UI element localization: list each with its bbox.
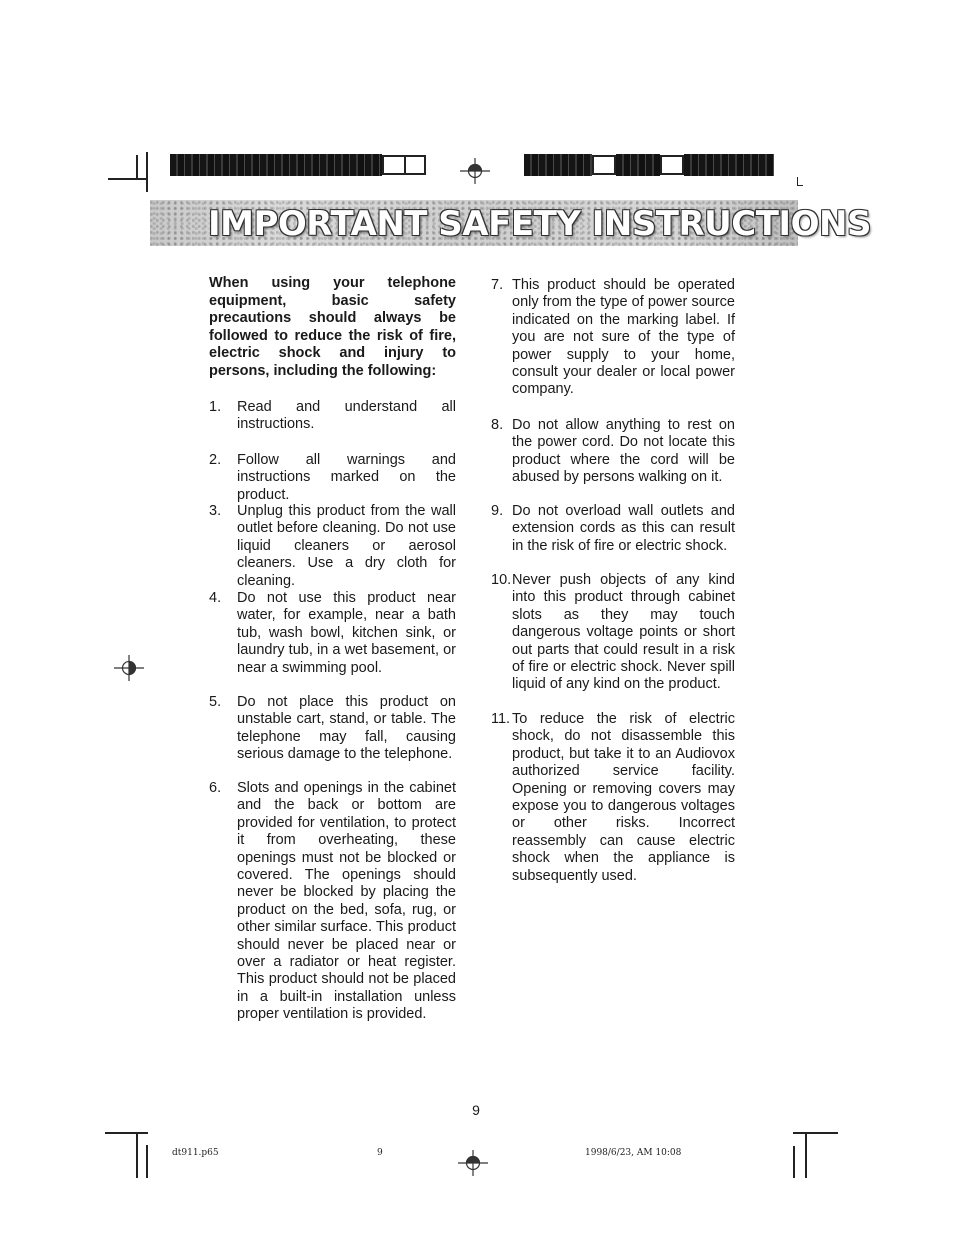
title-banner [150, 200, 871, 246]
registration-target-icon-left [112, 655, 146, 681]
page-number: 9 [472, 1102, 480, 1118]
item-text: Never push objects of any kind into this product through cabinet slots as they may touch dangerous voltage points or short out parts that could result in a risk of fire or electric shock. Never spill liquid of any kind on the product. [512, 572, 735, 693]
item-text: Do not use this product near water, for example, near a bath tub, wash bowl, kitchen sink, or laundry tub, in a wet basement, or near a swimming pool. [237, 590, 456, 676]
item-number: 9. [491, 503, 504, 519]
footer-timestamp: 1998/6/23, AM 10:08 [585, 1148, 682, 1158]
item-number: 3. [209, 503, 222, 519]
item-text: To reduce the risk of electric shock, do not disassemble this product, but take it to an Audiovox authorized service facility. Opening or removing covers may expose you to dangerous voltages or other risks. Incorrect reassembly can cause electric shock when the appliance is subsequently used. [512, 711, 735, 884]
footer-page: 9 [377, 1148, 383, 1158]
item-text: This product should be operated only from the type of power source indicated on the marking label. If you are not sure of the type of power supply to your home, consult your dealer or local power company. [512, 277, 735, 398]
item-number: 7. [491, 277, 504, 293]
page-title: IMPORTANT SAFETY INSTRUCTIONS [208, 204, 871, 244]
registration-target-icon [458, 158, 492, 184]
intro-paragraph: When using your telephone equipment, basic safety precautions should always be followed to reduce the risk of fire, electric shock and injury to persons, including the following: [209, 275, 456, 379]
item-number: 11. [491, 711, 511, 727]
item-text: Do not place this product on unstable cart, stand, or table. The telephone may fall, causing serious damage to the telephone. [237, 694, 456, 763]
item-text: Unplug this product from the wall outlet before cleaning. Do not use liquid cleaners or aerosol cleaners. Use a dry cloth for cleaning. [237, 503, 456, 589]
item-number: 1. [209, 399, 222, 415]
item-number: 8. [491, 417, 504, 433]
item-text: Do not allow anything to rest on the power cord. Do not locate this product where the cord will be abused by persons walking on it. [512, 417, 735, 486]
item-text: Follow all warnings and instructions marked on the product. [237, 452, 456, 503]
footer-filename: dt911.p65 [172, 1148, 219, 1158]
item-text: Slots and openings in the cabinet and the back or bottom are provided for ventilation, to protect it from overheating, these openings must not be blocked or covered. The openings should never be blocked by placing the product on the bed, sofa, rug, or other similar surface. This product should never be placed near or over a radiator or heat register. This product should not be placed in a built-in installation unless proper ventilation is provided. [237, 780, 456, 1023]
item-number: 5. [209, 694, 222, 710]
item-number: 6. [209, 780, 222, 796]
item-text: Do not overload wall outlets and extension cords as this can result in the risk of fire or electric shock. [512, 503, 735, 554]
item-number: 4. [209, 590, 222, 606]
registration-target-icon-bottom [456, 1150, 490, 1176]
item-text: Read and understand all instructions. [237, 399, 456, 433]
item-number: 2. [209, 452, 222, 468]
item-number: 10. [491, 572, 512, 588]
